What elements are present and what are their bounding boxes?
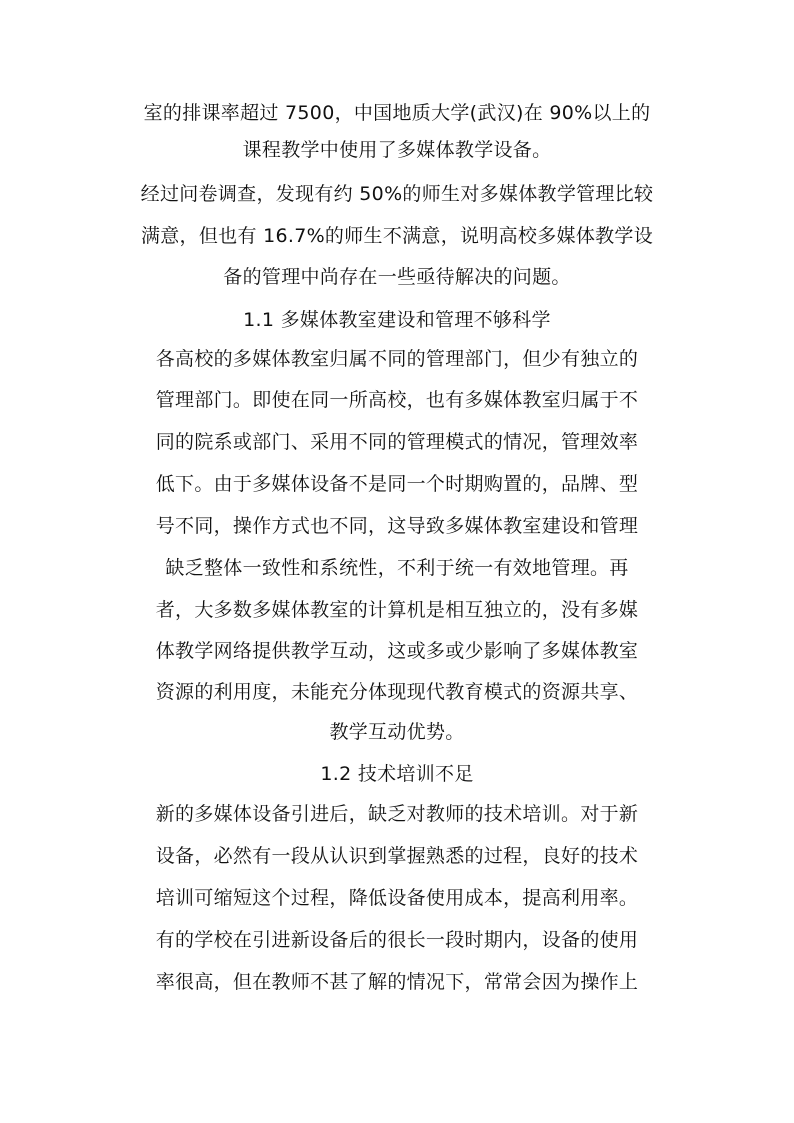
text-line: 缺乏整体一致性和系统性，不利于统一有效地管理。再	[165, 557, 629, 579]
section-heading: 1.2 技术培训不足	[320, 763, 474, 785]
text-line: 同的院系或部门、采用不同的管理模式的情况，管理效率	[155, 431, 639, 453]
text-line: 课程教学中使用了多媒体教学设备。	[242, 139, 552, 161]
text-line: 设备，必然有一段从认识到掌握熟悉的过程，良好的技术	[155, 845, 639, 867]
text-line: 各高校的多媒体教室归属不同的管理部门，但少有独立的	[155, 348, 639, 370]
text-line: 备的管理中尚存在一些亟待解决的问题。	[223, 266, 571, 288]
text-line: 经过问卷调查，发现有约 50%的师生对多媒体教学管理比较	[140, 183, 654, 205]
section-heading: 1.1 多媒体教室建设和管理不够科学	[243, 309, 551, 331]
text-line: 体教学网络提供教学互动，这或多或少影响了多媒体教室	[155, 640, 639, 662]
text-line: 率很高，但在教师不甚了解的情况下，常常会因为操作上	[155, 971, 639, 993]
text-line: 号不同，操作方式也不同，这导致多媒体教室建设和管理	[155, 515, 639, 537]
text-line: 资源的利用度，未能充分体现现代教育模式的资源共享、	[155, 681, 639, 703]
text-line: 低下。由于多媒体设备不是同一个时期购置的，品牌、型	[155, 473, 639, 495]
text-line: 新的多媒体设备引进后，缺乏对教师的技术培训。对于新	[155, 803, 639, 825]
text-line: 有的学校在引进新设备后的很长一段时期内，设备的使用	[155, 929, 639, 951]
text-line: 室的排课率超过 7500，中国地质大学(武汉)在 90%以上的	[143, 102, 651, 124]
text-line: 培训可缩短这个过程，降低设备使用成本，提高利用率。	[155, 887, 639, 909]
text-line: 者，大多数多媒体教室的计算机是相互独立的，没有多媒	[155, 599, 639, 621]
text-line: 管理部门。即使在同一所高校，也有多媒体教室归属于不	[155, 389, 639, 411]
text-line: 满意，但也有 16.7%的师生不满意，说明高校多媒体教学设	[140, 225, 654, 247]
text-line: 教学互动优势。	[329, 721, 465, 743]
